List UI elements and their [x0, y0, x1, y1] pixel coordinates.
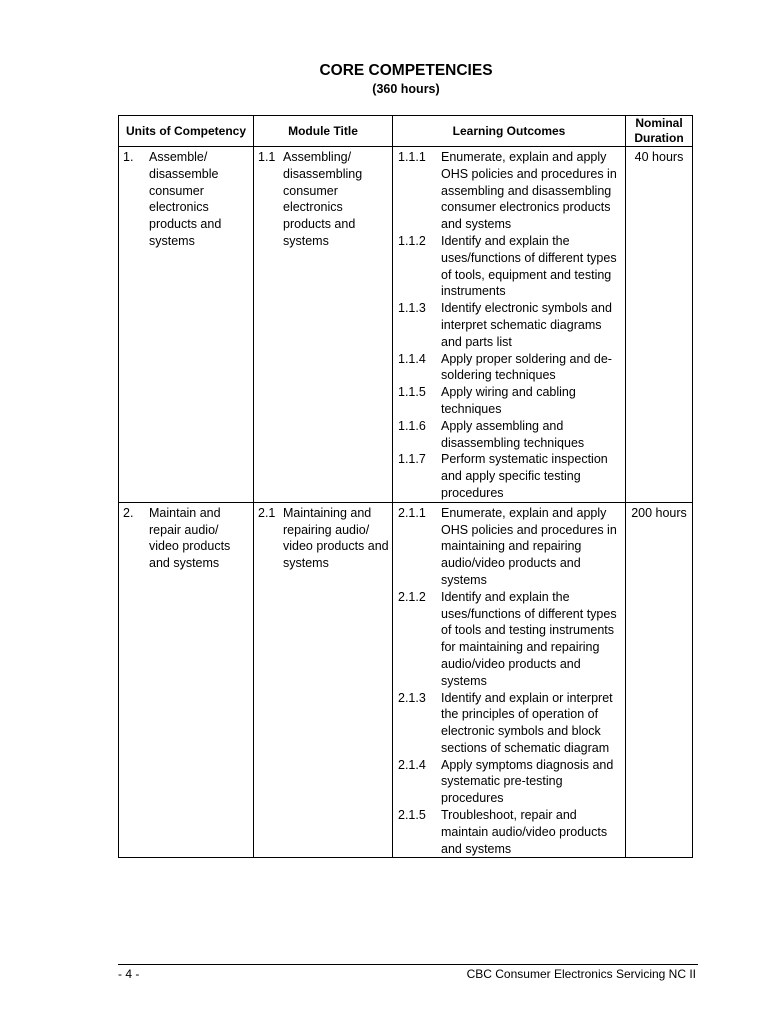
- learning-outcome: [393, 418, 625, 452]
- learning-outcome: [393, 589, 625, 690]
- outcome-text: Perform systematic inspection and apply specific testing procedures: [441, 452, 608, 500]
- outcome-text: Apply symptoms diagnosis and systematic pre-testing procedures: [441, 757, 614, 806]
- outcome-number: 1.1.7: [398, 452, 426, 467]
- header-units-of-competency: Units of Competency: [119, 116, 254, 147]
- page-number: - 4 -: [118, 967, 140, 981]
- unit-cell: [119, 147, 254, 503]
- outcome-text: Apply assembling and disassembling techniques: [441, 418, 585, 450]
- module-number: 2.1: [258, 505, 276, 520]
- learning-outcome: [393, 690, 625, 757]
- table-header-row: [119, 116, 693, 147]
- table-row: [119, 147, 693, 503]
- outcomes-cell: [393, 502, 626, 858]
- unit-title: Assemble/ disassemble consumer electronics products and systems: [149, 150, 222, 248]
- learning-outcome: [393, 757, 625, 807]
- learning-outcome: [393, 233, 625, 300]
- unit-number: 2.: [123, 505, 134, 520]
- outcome-number: 2.1.2: [398, 589, 426, 604]
- learning-outcome: [393, 451, 625, 501]
- outcome-text: Enumerate, explain and apply OHS policies and procedures in assembling and disassembling consumer electronics products and systems: [441, 150, 617, 232]
- outcome-text: Troubleshoot, repair and maintain audio/video products and systems: [441, 808, 608, 856]
- learning-outcome: [393, 147, 625, 233]
- outcome-number: 1.1.5: [398, 385, 426, 400]
- outcome-number: 1.1.6: [398, 418, 426, 433]
- competency-table: [118, 115, 693, 858]
- duration-cell: [626, 502, 693, 858]
- outcome-text: Identify and explain or interpret the principles of operation of electronic symbols and block sections of schematic diagram: [441, 690, 613, 755]
- outcome-text: Enumerate, explain and apply OHS policies and procedures in maintaining and repairing audio/video products and systems: [441, 505, 617, 587]
- outcome-number: 2.1.5: [398, 808, 426, 823]
- outcome-number: 1.1.1: [398, 150, 426, 164]
- outcome-number: 1.1.4: [398, 351, 426, 366]
- outcome-number: 2.1.3: [398, 690, 426, 705]
- learning-outcome: [393, 384, 625, 418]
- unit-cell: [119, 502, 254, 858]
- outcome-text: Identify and explain the uses/functions of different types of tools, equipment and testing instruments: [441, 233, 617, 299]
- outcome-text: Apply wiring and cabling techniques: [441, 385, 576, 416]
- header-module-title: Module Title: [254, 116, 393, 147]
- module-cell: [254, 147, 393, 503]
- header-nominal-duration: Nominal Duration: [626, 116, 693, 147]
- learning-outcome: [393, 503, 625, 589]
- header-learning-outcomes: Learning Outcomes: [393, 116, 626, 147]
- learning-outcome: [393, 300, 625, 350]
- outcome-number: 2.1.4: [398, 757, 426, 772]
- outcome-text: Identify electronic symbols and interpret schematic diagrams and parts list: [441, 301, 612, 349]
- outcomes-cell: [393, 147, 626, 503]
- outcome-text: Identify and explain the uses/functions of different types of tools and testing instruments for maintaining and repairing audio/video products and systems: [441, 589, 617, 688]
- unit-title: Maintain and repair audio/ video products and systems: [149, 505, 231, 571]
- footer-divider: [118, 964, 698, 965]
- outcome-number: 1.1.2: [398, 233, 426, 248]
- module-number: 1.1: [258, 150, 276, 164]
- learning-outcome: [393, 807, 625, 857]
- duration-cell: [626, 147, 693, 503]
- module-cell: [254, 502, 393, 858]
- nominal-duration: 200 hours: [631, 505, 687, 520]
- module-title: Maintaining and repairing audio/ video products and systems: [283, 505, 389, 571]
- page-title: CORE COMPETENCIES: [319, 62, 493, 79]
- learning-outcome: [393, 351, 625, 385]
- page-subtitle: (360 hours): [372, 82, 440, 96]
- nominal-duration: 40 hours: [634, 150, 684, 164]
- table-row: [119, 502, 693, 858]
- outcome-number: 2.1.1: [398, 505, 426, 520]
- unit-number: 1.: [123, 150, 134, 164]
- outcome-text: Apply proper soldering and de-soldering techniques: [441, 351, 612, 383]
- outcome-number: 1.1.3: [398, 301, 426, 316]
- module-title: Assembling/ disassembling consumer electronics products and systems: [283, 150, 363, 248]
- footer-document-name: CBC Consumer Electronics Servicing NC II: [466, 967, 696, 981]
